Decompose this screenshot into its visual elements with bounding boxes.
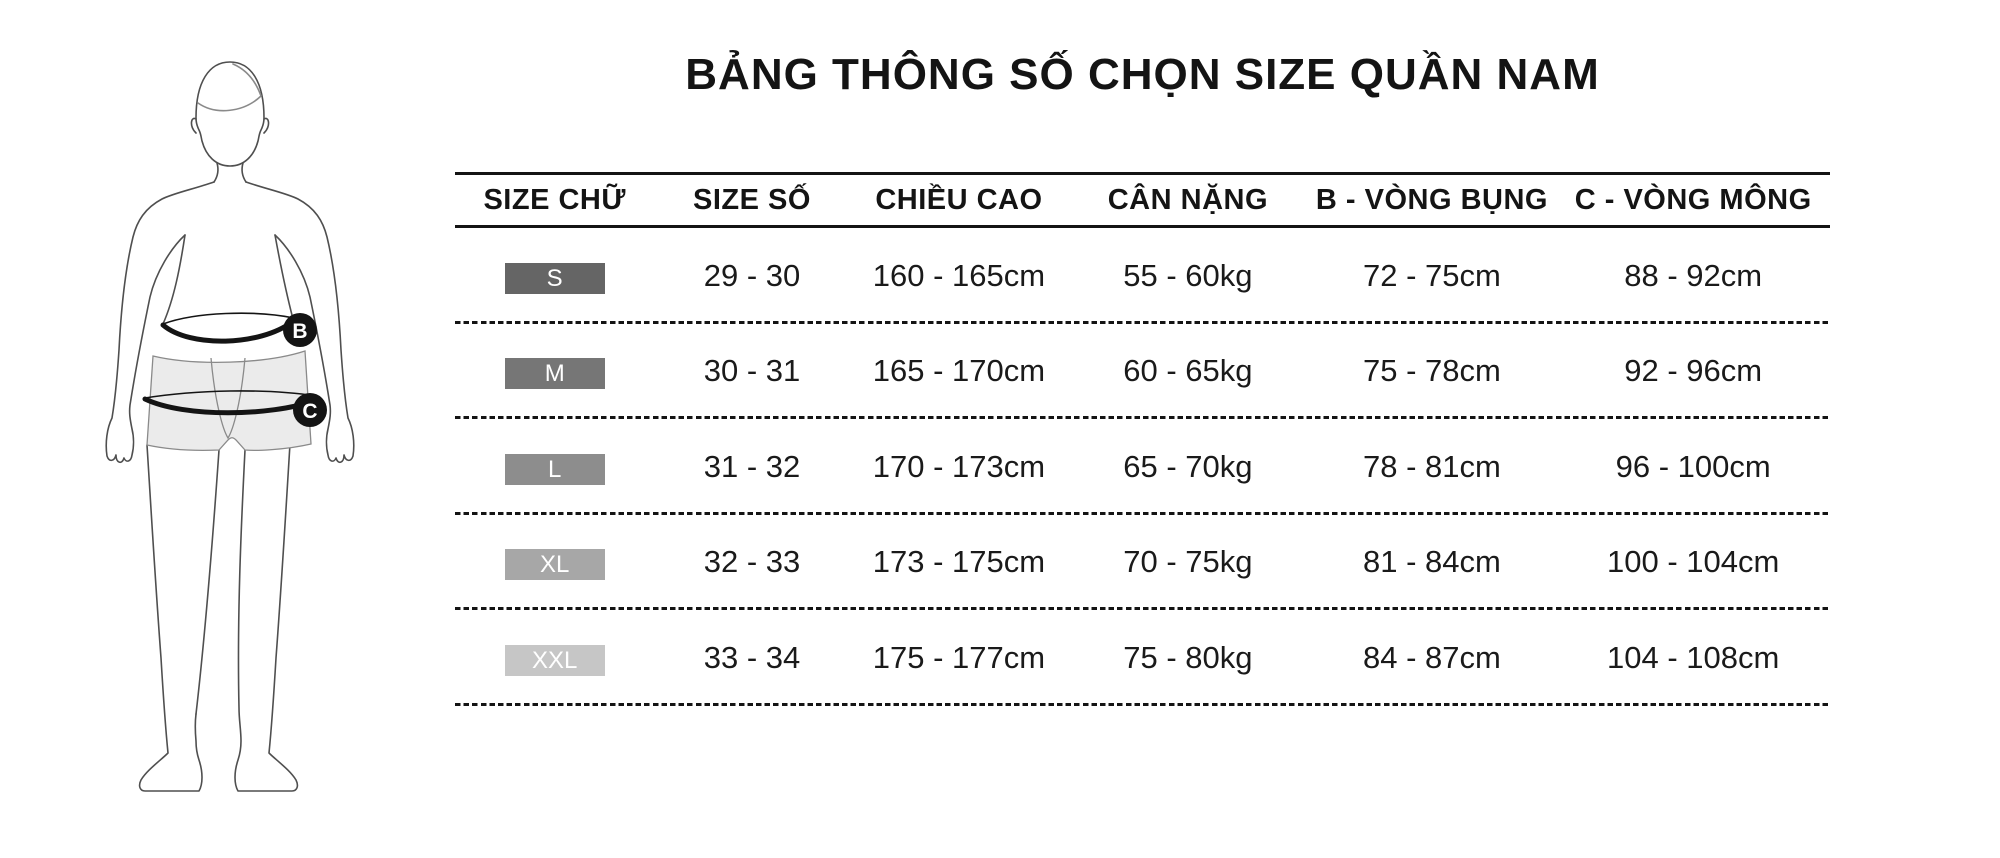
cell-size-chu bbox=[455, 258, 654, 294]
cell-size-chu bbox=[455, 640, 654, 676]
cell-size-so: 30 - 31 bbox=[703, 353, 801, 389]
cell-chieu-cao: 170 - 173cm bbox=[872, 448, 1046, 484]
cell-size-so: 33 - 34 bbox=[703, 639, 801, 675]
size-badge-m: M bbox=[505, 358, 605, 389]
cell-vong-mong: 92 - 96cm bbox=[1624, 353, 1763, 389]
cell-vong-mong: 104 - 108cm bbox=[1607, 639, 1780, 675]
cell-vong-bung: 84 - 87cm bbox=[1363, 639, 1501, 675]
table-header-row bbox=[455, 172, 1830, 228]
waist-marker-badge bbox=[283, 313, 317, 347]
shorts-shape bbox=[147, 351, 311, 450]
size-badge-xxl: XXL bbox=[505, 645, 605, 676]
table-body bbox=[455, 228, 1830, 706]
column-header-3: CÂN NẶNG bbox=[1107, 183, 1269, 216]
hip-marker-badge bbox=[293, 393, 327, 427]
cell-vong-bung: 75 - 78cm bbox=[1363, 353, 1501, 389]
waist-band bbox=[163, 313, 294, 341]
size-badge-xl: XL bbox=[505, 549, 605, 580]
cell-vong-bung: 78 - 81cm bbox=[1363, 448, 1501, 484]
cell-size-so: 29 - 30 bbox=[703, 257, 801, 293]
hip-marker-letter: C bbox=[302, 400, 318, 423]
cell-size-chu bbox=[455, 353, 654, 389]
column-header-2: CHIỀU CAO bbox=[875, 183, 1043, 216]
size-row-l bbox=[455, 419, 1830, 515]
cell-vong-mong: 88 - 92cm bbox=[1624, 257, 1763, 293]
size-row-s bbox=[455, 228, 1830, 324]
size-row-xl bbox=[455, 515, 1830, 611]
male-figure-illustration bbox=[95, 58, 370, 798]
cell-size-so: 31 - 32 bbox=[703, 448, 801, 484]
cell-vong-bung: 72 - 75cm bbox=[1363, 257, 1501, 293]
row-divider bbox=[455, 703, 1830, 706]
cell-can-nang: 75 - 80kg bbox=[1123, 639, 1253, 675]
cell-size-so: 32 - 33 bbox=[703, 544, 801, 580]
cell-vong-mong: 96 - 100cm bbox=[1615, 448, 1771, 484]
cell-chieu-cao: 175 - 177cm bbox=[872, 639, 1046, 675]
cell-size-chu bbox=[455, 544, 654, 580]
cell-chieu-cao: 165 - 170cm bbox=[872, 353, 1046, 389]
size-badge-s: S bbox=[505, 263, 605, 294]
cell-vong-bung: 81 - 84cm bbox=[1363, 544, 1501, 580]
column-header-4: B - VÒNG BỤNG bbox=[1315, 183, 1548, 216]
column-header-1: SIZE SỐ bbox=[693, 183, 811, 216]
cell-can-nang: 65 - 70kg bbox=[1123, 448, 1253, 484]
cell-chieu-cao: 160 - 165cm bbox=[872, 257, 1046, 293]
size-row-m bbox=[455, 324, 1830, 420]
cell-chieu-cao: 173 - 175cm bbox=[872, 544, 1046, 580]
column-header-5: C - VÒNG MÔNG bbox=[1574, 183, 1812, 216]
size-table bbox=[455, 172, 1830, 706]
cell-can-nang: 60 - 65kg bbox=[1123, 353, 1253, 389]
male-figure-svg bbox=[95, 58, 370, 798]
cell-can-nang: 70 - 75kg bbox=[1123, 544, 1253, 580]
cell-size-chu bbox=[455, 449, 654, 485]
cell-vong-mong: 100 - 104cm bbox=[1607, 544, 1780, 580]
waist-marker-letter: B bbox=[292, 320, 308, 343]
column-header-0: SIZE CHỮ bbox=[483, 183, 626, 216]
size-badge-l: L bbox=[505, 454, 605, 485]
cell-can-nang: 55 - 60kg bbox=[1123, 257, 1253, 293]
page-title: BẢNG THÔNG SỐ CHỌN SIZE QUẦN NAM bbox=[685, 50, 1600, 99]
size-row-xxl bbox=[455, 610, 1830, 706]
